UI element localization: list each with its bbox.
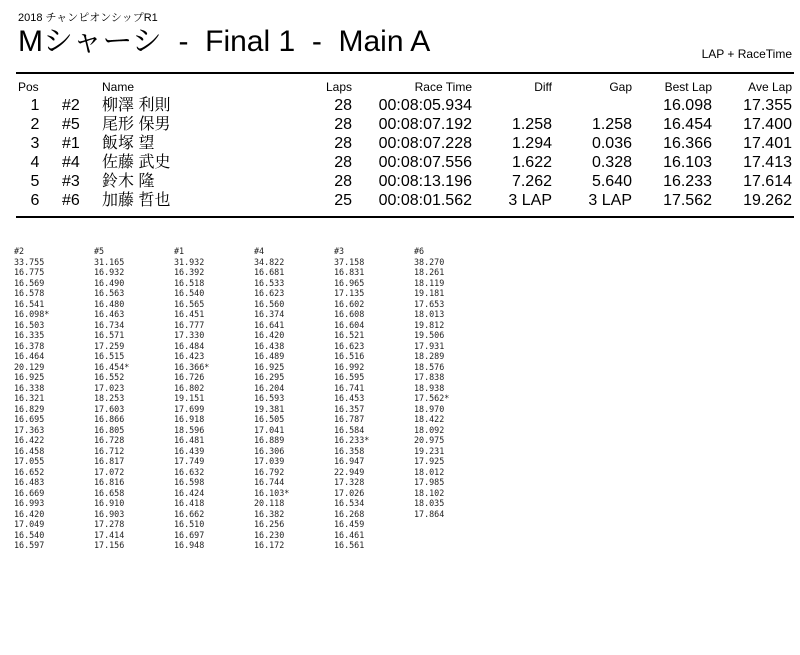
lap-time: 18.938 xyxy=(414,382,445,393)
lap-time: 17.072 xyxy=(94,466,125,477)
lap-time: 16.358 xyxy=(334,445,365,456)
lap-column-header: #4 xyxy=(254,246,265,256)
lap-time: 22.949 xyxy=(334,466,365,477)
lap-time: 18.576 xyxy=(414,361,445,372)
lap-time: 16.451 xyxy=(174,309,205,319)
lap-time: 17.838 xyxy=(414,372,445,382)
lap-time: 19.506 xyxy=(414,330,445,340)
lap-time: 16.597 xyxy=(14,540,45,550)
lap-time: 16.461 xyxy=(334,529,365,540)
lap-time: 16.268 xyxy=(334,508,365,519)
lap-time: 16.593 xyxy=(254,393,285,403)
lap-time: 17.603 xyxy=(94,403,125,414)
event-subtitle: 2018 チャンピオンシップR1 xyxy=(18,12,158,24)
lap-time: 16.817 xyxy=(94,456,125,466)
lap-time: 16.489 xyxy=(254,351,285,361)
lap-time: 16.561 xyxy=(334,540,365,550)
lap-time: 16.424 xyxy=(174,487,205,498)
lap-time: 16.697 xyxy=(174,529,205,540)
lap-time: 16.595 xyxy=(334,372,365,382)
lap-time: 17.925 xyxy=(414,456,445,466)
cell-best: 16.366 xyxy=(663,135,712,152)
lap-time: 16.418 xyxy=(174,498,205,508)
cell-best: 16.454 xyxy=(663,116,712,133)
cell-gap: 5.640 xyxy=(591,173,632,190)
cell-no: #2 xyxy=(62,97,80,114)
lap-time: 16.335 xyxy=(14,330,45,340)
cell-pos: 4 xyxy=(30,154,40,171)
lap-time: 16.604 xyxy=(334,319,365,330)
lap-time: 19.181 xyxy=(414,288,445,298)
lap-column xyxy=(14,246,94,551)
report-format: LAP + RaceTime xyxy=(701,47,792,61)
col-laps: Laps xyxy=(325,80,352,94)
lap-time: 16.103* xyxy=(254,487,290,498)
cell-best: 16.098 xyxy=(663,97,712,114)
lap-time: 16.420 xyxy=(14,508,45,519)
cell-laps: 28 xyxy=(334,97,352,114)
lap-time: 16.805 xyxy=(94,424,125,435)
cell-race-time: 00:08:05.934 xyxy=(378,97,472,114)
lap-time: 19.812 xyxy=(414,319,445,330)
lap-time: 16.454* xyxy=(94,361,130,372)
cell-ave: 17.413 xyxy=(743,154,792,171)
table-row xyxy=(0,135,800,153)
lap-time: 16.947 xyxy=(334,456,365,466)
lap-time: 19.151 xyxy=(174,393,205,403)
cell-no: #5 xyxy=(62,116,80,133)
lap-time: 16.681 xyxy=(254,267,285,277)
table-row xyxy=(0,116,800,134)
cell-pos: 6 xyxy=(30,192,40,209)
lap-time: 16.623 xyxy=(334,340,365,351)
lap-time: 16.965 xyxy=(334,277,365,288)
lap-time: 16.256 xyxy=(254,519,285,529)
lap-time: 17.039 xyxy=(254,456,285,466)
cell-gap: 0.036 xyxy=(591,135,632,152)
lap-time: 16.925 xyxy=(254,361,285,372)
lap-time: 17.330 xyxy=(174,330,205,340)
cell-best: 17.562 xyxy=(663,192,712,209)
cell-laps: 28 xyxy=(334,135,352,152)
cell-diff: 7.262 xyxy=(511,173,552,190)
lap-time: 16.510 xyxy=(174,519,205,529)
cell-diff: 1.294 xyxy=(511,135,552,152)
lap-time: 16.453 xyxy=(334,393,365,403)
lap-time: 16.374 xyxy=(254,309,285,319)
col-ave-lap: Ave Lap xyxy=(748,80,792,94)
lap-time: 16.623 xyxy=(254,288,285,298)
lap-time: 16.420 xyxy=(254,330,285,340)
lap-time: 38.270 xyxy=(414,256,445,267)
lap-time: 16.392 xyxy=(174,267,205,277)
lap-time: 17.049 xyxy=(14,519,45,529)
cell-diff: 1.258 xyxy=(511,116,552,133)
lap-time: 16.726 xyxy=(174,372,205,382)
col-diff: Diff xyxy=(534,80,552,94)
cell-ave: 17.401 xyxy=(743,135,792,152)
lap-time: 16.515 xyxy=(94,351,125,361)
cell-race-time: 00:08:07.192 xyxy=(378,116,472,133)
lap-time: 16.662 xyxy=(174,508,205,519)
lap-time: 16.321 xyxy=(14,393,45,403)
lap-time: 16.518 xyxy=(174,277,205,288)
lap-time: 16.560 xyxy=(254,298,285,309)
cell-race-time: 00:08:07.556 xyxy=(378,154,472,171)
lap-time: 18.013 xyxy=(414,309,445,319)
lap-time: 16.378 xyxy=(14,340,45,351)
lap-time: 16.992 xyxy=(334,361,365,372)
lap-time: 17.055 xyxy=(14,456,45,466)
lap-time: 16.584 xyxy=(334,424,365,435)
lap-time: 16.423 xyxy=(174,351,205,361)
cell-gap: 1.258 xyxy=(591,116,632,133)
lap-time: 16.563 xyxy=(94,288,125,298)
lap-time: 16.552 xyxy=(94,372,125,382)
lap-time: 16.993 xyxy=(14,498,45,508)
lap-time: 16.948 xyxy=(174,540,205,550)
lap-time: 17.985 xyxy=(414,477,445,487)
lap-time: 17.023 xyxy=(94,382,125,393)
cell-name: 飯塚 望 xyxy=(102,135,155,152)
lap-time: 16.541 xyxy=(14,298,45,309)
lap-time: 16.866 xyxy=(94,414,125,424)
table-row xyxy=(0,154,800,172)
lap-column-header: #3 xyxy=(334,246,345,256)
table-row xyxy=(0,173,800,191)
lap-time: 16.925 xyxy=(14,372,45,382)
cell-race-time: 00:08:07.228 xyxy=(378,135,472,152)
lap-time: 16.540 xyxy=(174,288,205,298)
lap-time: 16.439 xyxy=(174,445,205,456)
lap-time: 16.602 xyxy=(334,298,365,309)
lap-time: 16.578 xyxy=(14,288,45,298)
lap-time: 16.459 xyxy=(334,519,365,529)
lap-time: 16.490 xyxy=(94,277,125,288)
lap-time: 16.598 xyxy=(174,477,205,487)
page-title: Mシャーシ - Final 1 - Main A xyxy=(18,25,431,58)
lap-time: 17.278 xyxy=(94,519,125,529)
cell-ave: 17.400 xyxy=(743,116,792,133)
lap-time: 16.458 xyxy=(14,445,45,456)
cell-ave: 17.614 xyxy=(743,173,792,190)
lap-time: 34.822 xyxy=(254,256,285,267)
col-best-lap: Best Lap xyxy=(664,80,712,94)
cell-name: 佐藤 武史 xyxy=(102,154,171,171)
lap-time: 18.596 xyxy=(174,424,205,435)
lap-column xyxy=(414,246,494,551)
lap-time: 16.903 xyxy=(94,508,125,519)
cell-name: 鈴木 隆 xyxy=(102,173,155,190)
lap-column xyxy=(334,246,414,551)
lap-time: 18.035 xyxy=(414,498,445,508)
lap-time: 16.652 xyxy=(14,466,45,477)
lap-time: 16.889 xyxy=(254,435,285,445)
cell-pos: 3 xyxy=(30,135,40,152)
lap-time: 16.295 xyxy=(254,372,285,382)
lap-column-header: #2 xyxy=(14,246,25,256)
lap-time: 16.338 xyxy=(14,382,45,393)
lap-time: 16.918 xyxy=(174,414,205,424)
lap-time: 31.932 xyxy=(174,256,205,267)
lap-time: 16.534 xyxy=(334,498,365,508)
lap-time: 17.026 xyxy=(334,487,365,498)
lap-time: 16.571 xyxy=(94,330,125,340)
lap-time: 16.695 xyxy=(14,414,45,424)
lap-time: 16.483 xyxy=(14,477,45,487)
cell-no: #4 xyxy=(62,154,80,171)
cell-laps: 28 xyxy=(334,173,352,190)
lap-time: 17.931 xyxy=(414,340,445,351)
lap-time: 16.204 xyxy=(254,382,285,393)
results-header xyxy=(0,80,800,94)
lap-time: 17.328 xyxy=(334,477,365,487)
lap-time: 16.792 xyxy=(254,466,285,477)
lap-time: 16.641 xyxy=(254,319,285,330)
lap-time: 31.165 xyxy=(94,256,125,267)
cell-laps: 28 xyxy=(334,154,352,171)
lap-time: 16.366* xyxy=(174,361,210,372)
lap-column xyxy=(174,246,254,551)
cell-name: 柳澤 利則 xyxy=(102,97,171,114)
cell-laps: 28 xyxy=(334,116,352,133)
lap-time: 16.831 xyxy=(334,267,365,277)
lap-time: 16.533 xyxy=(254,277,285,288)
col-pos: Pos xyxy=(18,80,39,94)
lap-time: 16.521 xyxy=(334,330,365,340)
lap-time: 16.230 xyxy=(254,529,285,540)
cell-no: #6 xyxy=(62,192,80,209)
lap-column xyxy=(254,246,334,551)
cell-race-time: 00:08:01.562 xyxy=(378,192,472,209)
lap-time: 16.540 xyxy=(14,529,45,540)
col-name: Name xyxy=(102,80,135,94)
lap-column-header: #6 xyxy=(414,246,425,256)
cell-race-time: 00:08:13.196 xyxy=(378,173,472,190)
cell-name: 加藤 哲也 xyxy=(102,192,171,209)
lap-time: 17.363 xyxy=(14,424,45,435)
lap-time: 16.669 xyxy=(14,487,45,498)
cell-diff: 1.622 xyxy=(511,154,552,171)
header-divider xyxy=(16,72,794,74)
lap-time: 17.135 xyxy=(334,288,365,298)
lap-time: 18.422 xyxy=(414,414,445,424)
lap-time: 16.463 xyxy=(94,309,125,319)
lap-time: 16.569 xyxy=(14,277,45,288)
cell-ave: 17.355 xyxy=(743,97,792,114)
cell-pos: 1 xyxy=(30,97,40,114)
lap-column-header: #1 xyxy=(174,246,185,256)
lap-time: 17.041 xyxy=(254,424,285,435)
cell-laps: 25 xyxy=(334,192,352,209)
lap-time: 16.712 xyxy=(94,445,125,456)
col-race-time: Race Time xyxy=(414,80,472,94)
col-gap: Gap xyxy=(609,80,632,94)
lap-time: 16.098* xyxy=(14,309,50,319)
lap-time: 16.608 xyxy=(334,309,365,319)
lap-time: 16.816 xyxy=(94,477,125,487)
lap-time: 16.357 xyxy=(334,403,365,414)
lap-time: 16.484 xyxy=(174,340,205,351)
lap-time: 16.438 xyxy=(254,340,285,351)
lap-time: 16.802 xyxy=(174,382,205,393)
lap-time: 33.755 xyxy=(14,256,45,267)
lap-time: 16.734 xyxy=(94,319,125,330)
lap-time: 17.259 xyxy=(94,340,125,351)
lap-time: 17.562* xyxy=(414,393,450,403)
lap-time: 19.381 xyxy=(254,403,285,414)
lap-time: 17.414 xyxy=(94,529,125,540)
lap-time: 16.516 xyxy=(334,351,365,361)
lap-time: 16.728 xyxy=(94,435,125,445)
lap-time: 16.505 xyxy=(254,414,285,424)
cell-ave: 19.262 xyxy=(743,192,792,209)
lap-time: 17.653 xyxy=(414,298,445,309)
lap-times-table xyxy=(14,246,494,551)
lap-time: 16.741 xyxy=(334,382,365,393)
cell-gap: 0.328 xyxy=(591,154,632,171)
lap-time: 17.156 xyxy=(94,540,125,550)
cell-gap: 3 LAP xyxy=(588,192,632,209)
lap-time: 20.118 xyxy=(254,498,285,508)
cell-pos: 2 xyxy=(30,116,40,133)
lap-column xyxy=(94,246,174,551)
lap-time: 16.233* xyxy=(334,435,370,445)
lap-time: 37.158 xyxy=(334,256,365,267)
cell-no: #1 xyxy=(62,135,80,152)
table-bottom-divider xyxy=(16,216,794,218)
lap-time: 20.975 xyxy=(414,435,445,445)
lap-time: 17.699 xyxy=(174,403,205,414)
cell-no: #3 xyxy=(62,173,80,190)
lap-time: 18.261 xyxy=(414,267,445,277)
lap-time: 18.253 xyxy=(94,393,125,403)
lap-time: 16.787 xyxy=(334,414,365,424)
lap-time: 17.864 xyxy=(414,508,445,519)
lap-time: 19.231 xyxy=(414,445,445,456)
lap-time: 18.289 xyxy=(414,351,445,361)
table-row xyxy=(0,192,800,210)
cell-pos: 5 xyxy=(30,173,40,190)
cell-name: 尾形 保男 xyxy=(102,116,171,133)
cell-best: 16.103 xyxy=(663,154,712,171)
lap-time: 16.829 xyxy=(14,403,45,414)
lap-time: 16.565 xyxy=(174,298,205,309)
lap-time: 18.102 xyxy=(414,487,445,498)
lap-time: 18.012 xyxy=(414,466,445,477)
lap-time: 18.119 xyxy=(414,277,445,288)
lap-time: 16.306 xyxy=(254,445,285,456)
lap-time: 16.464 xyxy=(14,351,45,361)
lap-time: 16.481 xyxy=(174,435,205,445)
lap-time: 16.775 xyxy=(14,267,45,277)
lap-time: 18.092 xyxy=(414,424,445,435)
lap-time: 16.658 xyxy=(94,487,125,498)
lap-time: 16.480 xyxy=(94,298,125,309)
lap-time: 20.129 xyxy=(14,361,45,372)
lap-column-header: #5 xyxy=(94,246,105,256)
lap-time: 16.777 xyxy=(174,319,205,330)
lap-time: 17.749 xyxy=(174,456,205,466)
cell-diff: 3 LAP xyxy=(508,192,552,209)
lap-time: 16.503 xyxy=(14,319,45,330)
cell-best: 16.233 xyxy=(663,173,712,190)
lap-time: 16.744 xyxy=(254,477,285,487)
lap-time: 16.932 xyxy=(94,267,125,277)
lap-time: 16.382 xyxy=(254,508,285,519)
lap-time: 16.422 xyxy=(14,435,45,445)
lap-time: 18.970 xyxy=(414,403,445,414)
table-row xyxy=(0,97,800,115)
lap-time: 16.632 xyxy=(174,466,205,477)
lap-time: 16.172 xyxy=(254,540,285,550)
lap-time: 16.910 xyxy=(94,498,125,508)
